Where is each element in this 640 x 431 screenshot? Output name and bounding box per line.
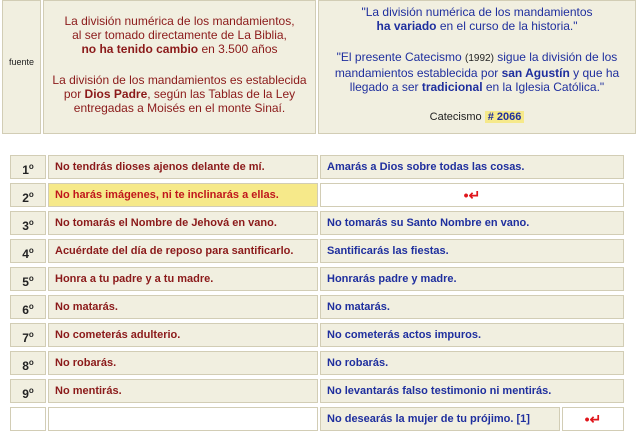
catechism-commandment: No matarás. (320, 295, 624, 319)
catechism-commandment: No robarás. (320, 351, 624, 375)
bible-commandment: No robarás. (48, 351, 318, 375)
bible-commandment: Acuérdate del día de reposo para santificarlo. (48, 239, 318, 263)
table-row (6, 295, 640, 319)
commandment-number: 8$^o$ (10, 351, 46, 375)
source-cell (2, 0, 41, 134)
commandment-number: 1$^o$ (10, 155, 46, 179)
table-row (6, 183, 640, 207)
commandment-number: 9$^o$ (10, 379, 46, 403)
bible-commandment: No tomarás el Nombre de Jehová en vano. (48, 211, 318, 235)
table-row (6, 407, 640, 431)
bible-note-paragraph-1: La división numérica de los mandamientos, al ser tomado directamente de La Biblia, no ha tenido cambio en 3.500 años (64, 14, 295, 56)
catechism-quote-2: "El presente Catecismo (1992) sigue la división de los mandamientos establecida por san Agustín y que ha llegado a ser tradicional en la Iglesia Católica." (334, 50, 620, 94)
comparison-header (0, 0, 640, 136)
bible-commandment: No cometerás adulterio. (48, 323, 318, 347)
table-row (6, 267, 640, 291)
table-row (6, 211, 640, 235)
catechism-citation: Catecismo # 2066 (319, 110, 635, 124)
catechism-commandment: No cometerás actos impuros. (320, 323, 624, 347)
catechism-commandment: No levantarás falso testimonio ni mentirás. (320, 379, 624, 403)
bible-commandment: No matarás. (48, 295, 318, 319)
citation-link[interactable]: # 2066 (485, 111, 525, 123)
commandment-number: 2$^o$ (10, 183, 46, 207)
catechism-commandment: No tomarás su Santo Nombre en vano. (320, 211, 624, 235)
catechism-commandment (320, 183, 624, 207)
bible-note (43, 0, 316, 134)
catechism-commandment: Amarás a Dios sobre todas las cosas. (320, 155, 624, 179)
table-row (6, 351, 640, 375)
bible-commandment: Honra a tu padre y a tu madre. (48, 267, 318, 291)
commandment-number: 3$^o$ (10, 211, 46, 235)
bible-commandment: No tendrás dioses ajenos delante de mí. (48, 155, 318, 179)
catechism-commandment: Honrarás padre y madre. (320, 267, 624, 291)
commandment-number (10, 407, 46, 431)
missing-marker-cell (562, 407, 624, 431)
bible-commandment: No mentirás. (48, 379, 318, 403)
catechism-commandment: Santificarás las fiestas. (320, 239, 624, 263)
bible-note-paragraph-2: La división de los mandamientos es establecida por Dios Padre, según las Tablas de la Ley entregadas a Moisés en el monte Sinaí. (52, 73, 307, 115)
table-row (6, 379, 640, 403)
commandment-number: 7$^o$ (10, 323, 46, 347)
catechism-quote-1: "La división numérica de los mandamientos ha variado en el curso de la historia." (361, 5, 593, 33)
catechism-commandment: No desearás la mujer de tu prójimo. [1] (320, 407, 560, 431)
bible-commandment (48, 407, 318, 431)
catechism-note (318, 0, 636, 134)
source-label: fuente (8, 57, 35, 67)
footnote-link[interactable]: [1] (516, 413, 530, 425)
red-arrow-icon: •↵ (463, 187, 481, 203)
red-arrow-icon: •↵ (584, 411, 602, 427)
commandment-number: 4$^o$ (10, 239, 46, 263)
commandment-number: 6$^o$ (10, 295, 46, 319)
commandment-number: 5$^o$ (10, 267, 46, 291)
table-row (6, 239, 640, 263)
table-row (6, 323, 640, 347)
bible-commandment: No harás imágenes, ni te inclinarás a ellas. (48, 183, 318, 207)
table-row (6, 155, 640, 179)
